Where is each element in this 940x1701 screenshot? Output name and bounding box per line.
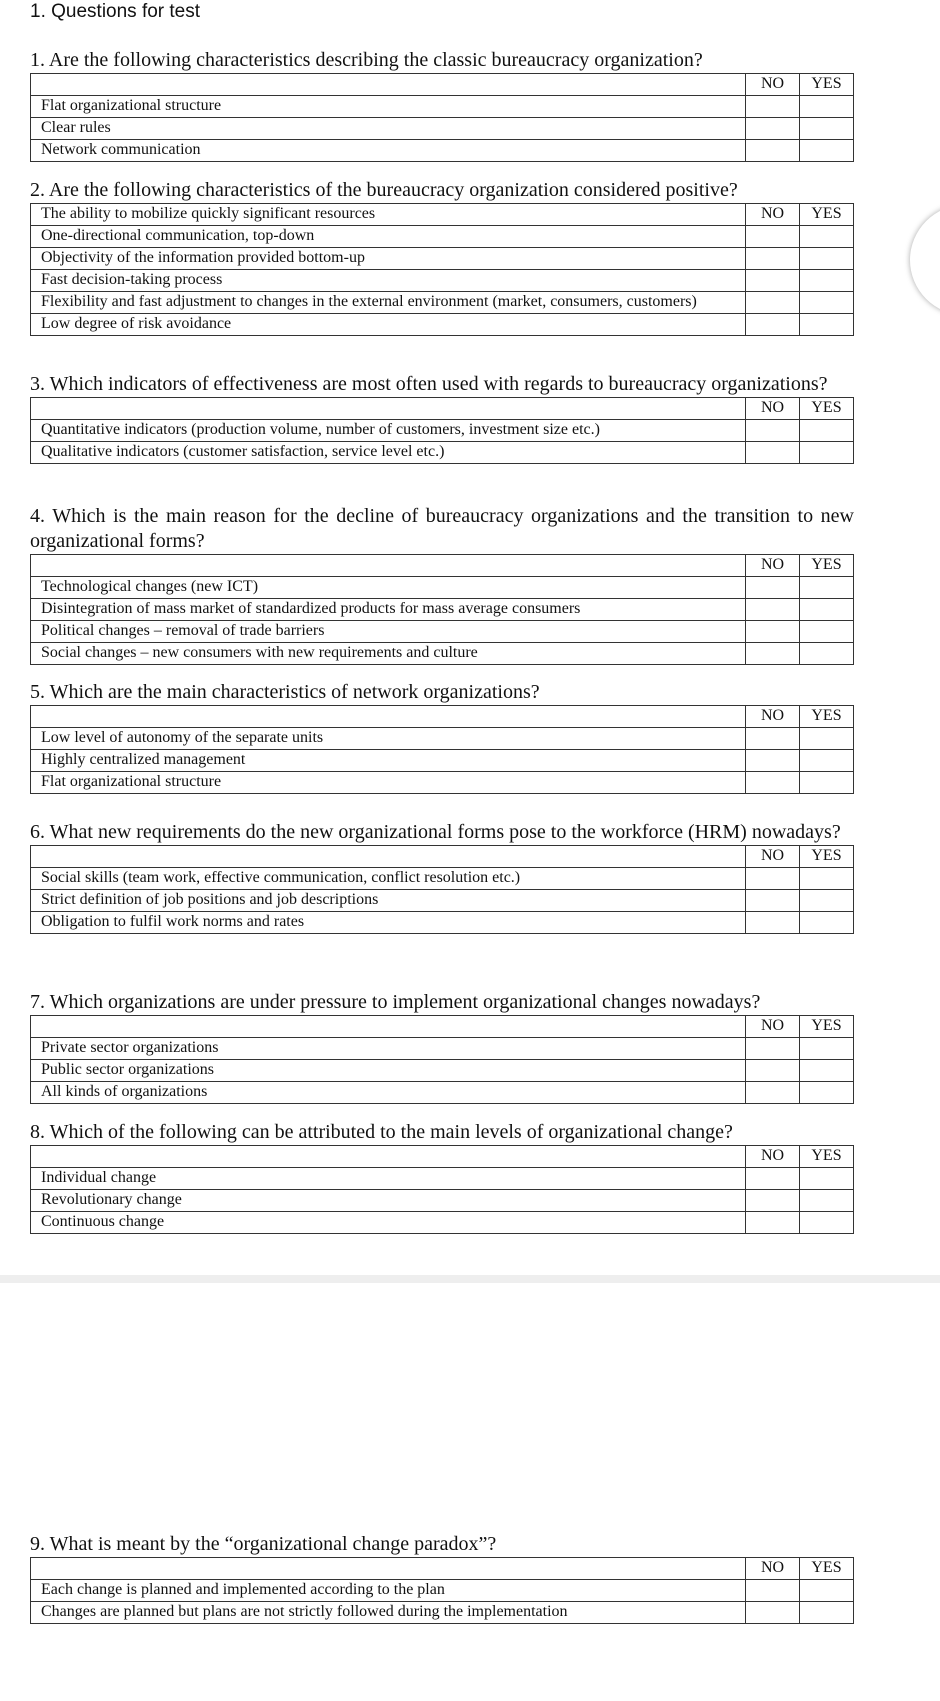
answer-option-label: Qualitative indicators (customer satisfaction, service level etc.) bbox=[31, 442, 746, 464]
answer-option-label: Strict definition of job positions and job descriptions bbox=[31, 890, 746, 912]
yes-answer-cell[interactable] bbox=[800, 118, 854, 140]
yes-answer-cell[interactable] bbox=[800, 890, 854, 912]
no-column-header: NO bbox=[746, 1146, 800, 1168]
answer-option-label: All kinds of organizations bbox=[31, 1082, 746, 1104]
no-column-header: NO bbox=[746, 555, 800, 577]
yes-answer-cell[interactable] bbox=[800, 292, 854, 314]
answer-table bbox=[30, 845, 854, 934]
yes-answer-cell[interactable] bbox=[800, 868, 854, 890]
yes-answer-cell[interactable] bbox=[800, 1060, 854, 1082]
no-answer-cell[interactable] bbox=[746, 1038, 800, 1060]
yes-answer-cell[interactable] bbox=[800, 248, 854, 270]
no-answer-cell[interactable] bbox=[746, 96, 800, 118]
yes-answer-cell[interactable] bbox=[800, 599, 854, 621]
yes-answer-cell[interactable] bbox=[800, 140, 854, 162]
header-row bbox=[31, 846, 854, 868]
page-break bbox=[0, 1275, 940, 1283]
no-answer-cell[interactable] bbox=[746, 140, 800, 162]
answer-option-label: Public sector organizations bbox=[31, 1060, 746, 1082]
no-answer-cell[interactable] bbox=[746, 621, 800, 643]
answer-option-label: Flexibility and fast adjustment to changes in the external environment (market, consumers, customers) bbox=[31, 292, 746, 314]
header-blank-cell bbox=[31, 1558, 746, 1580]
yes-column-header: YES bbox=[800, 74, 854, 96]
question-text: 9. What is meant by the “organizational change paradox”? bbox=[30, 1533, 497, 1555]
table-row bbox=[31, 1082, 854, 1104]
no-answer-cell[interactable] bbox=[746, 577, 800, 599]
table-row bbox=[31, 270, 854, 292]
no-column-header: NO bbox=[746, 204, 800, 226]
yes-answer-cell[interactable] bbox=[800, 577, 854, 599]
yes-answer-cell[interactable] bbox=[800, 314, 854, 336]
answer-table bbox=[30, 73, 854, 162]
answer-option-label: Quantitative indicators (production volume, number of customers, investment size etc.) bbox=[31, 420, 746, 442]
answer-option-label: Individual change bbox=[31, 1168, 746, 1190]
table-row bbox=[31, 750, 854, 772]
header-blank-cell bbox=[31, 846, 746, 868]
answer-option-label: Social changes – new consumers with new requirements and culture bbox=[31, 643, 746, 665]
answer-table bbox=[30, 1557, 854, 1624]
yes-answer-cell[interactable] bbox=[800, 1190, 854, 1212]
question-text: 6. What new requirements do the new organizational forms pose to the workforce (HRM) nowadays? bbox=[30, 821, 841, 843]
table-row bbox=[31, 772, 854, 794]
no-answer-cell[interactable] bbox=[746, 643, 800, 665]
table-row bbox=[31, 890, 854, 912]
header-row bbox=[31, 1558, 854, 1580]
yes-column-header: YES bbox=[800, 1558, 854, 1580]
yes-column-header: YES bbox=[800, 1016, 854, 1038]
header-blank-cell bbox=[31, 74, 746, 96]
yes-answer-cell[interactable] bbox=[800, 1082, 854, 1104]
answer-option-label: Objectivity of the information provided bottom-up bbox=[31, 248, 746, 270]
yes-answer-cell[interactable] bbox=[800, 96, 854, 118]
answer-option-label: Each change is planned and implemented according to the plan bbox=[31, 1580, 746, 1602]
table-row bbox=[31, 728, 854, 750]
no-answer-cell[interactable] bbox=[746, 772, 800, 794]
question-text: 3. Which indicators of effectiveness are most often used with regards to bureaucracy organizations? bbox=[30, 373, 828, 395]
no-column-header: NO bbox=[746, 846, 800, 868]
no-answer-cell[interactable] bbox=[746, 1190, 800, 1212]
question-4 bbox=[30, 504, 854, 665]
no-answer-cell[interactable] bbox=[746, 270, 800, 292]
question-7 bbox=[30, 990, 854, 1104]
yes-column-header: YES bbox=[800, 555, 854, 577]
header-row bbox=[31, 1016, 854, 1038]
answer-option-label: One-directional communication, top-down bbox=[31, 226, 746, 248]
yes-answer-cell[interactable] bbox=[800, 912, 854, 934]
yes-answer-cell[interactable] bbox=[800, 1602, 854, 1624]
question-text: 2. Are the following characteristics of the bureaucracy organization considered positive? bbox=[30, 179, 738, 201]
table-row bbox=[31, 868, 854, 890]
answer-option-label: Changes are planned but plans are not strictly followed during the implementation bbox=[31, 1602, 746, 1624]
table-row bbox=[31, 248, 854, 270]
no-answer-cell[interactable] bbox=[746, 1060, 800, 1082]
table-row bbox=[31, 204, 854, 226]
header-row bbox=[31, 555, 854, 577]
table-row bbox=[31, 442, 854, 464]
answer-option-label: Private sector organizations bbox=[31, 1038, 746, 1060]
no-answer-cell[interactable] bbox=[746, 868, 800, 890]
yes-column-header: YES bbox=[800, 706, 854, 728]
yes-answer-cell[interactable] bbox=[800, 728, 854, 750]
no-answer-cell[interactable] bbox=[746, 314, 800, 336]
answer-option-label: Fast decision-taking process bbox=[31, 270, 746, 292]
table-row bbox=[31, 226, 854, 248]
table-row bbox=[31, 1190, 854, 1212]
table-row bbox=[31, 1602, 854, 1624]
answer-table bbox=[30, 554, 854, 665]
question-5 bbox=[30, 680, 854, 794]
question-8 bbox=[30, 1120, 854, 1234]
header-row bbox=[31, 398, 854, 420]
header-blank-cell bbox=[31, 555, 746, 577]
no-answer-cell[interactable] bbox=[746, 1580, 800, 1602]
question-text: 4. Which is the main reason for the decline of bureaucracy organizations and the transition to new organizational forms? bbox=[30, 505, 854, 552]
no-column-header: NO bbox=[746, 74, 800, 96]
answer-option-label: Disintegration of mass market of standardized products for mass average consumers bbox=[31, 599, 746, 621]
yes-answer-cell[interactable] bbox=[800, 442, 854, 464]
answer-option-label: The ability to mobilize quickly significant resources bbox=[31, 204, 746, 226]
header-blank-cell bbox=[31, 1016, 746, 1038]
table-row bbox=[31, 96, 854, 118]
answer-option-label: Political changes – removal of trade barriers bbox=[31, 621, 746, 643]
table-row bbox=[31, 599, 854, 621]
yes-answer-cell[interactable] bbox=[800, 1580, 854, 1602]
header-row bbox=[31, 706, 854, 728]
no-column-header: NO bbox=[746, 1558, 800, 1580]
yes-answer-cell[interactable] bbox=[800, 226, 854, 248]
header-blank-cell bbox=[31, 706, 746, 728]
no-answer-cell[interactable] bbox=[746, 750, 800, 772]
yes-answer-cell[interactable] bbox=[800, 772, 854, 794]
yes-answer-cell[interactable] bbox=[800, 621, 854, 643]
no-answer-cell[interactable] bbox=[746, 292, 800, 314]
no-answer-cell[interactable] bbox=[746, 248, 800, 270]
question-text: 8. Which of the following can be attributed to the main levels of organizational change? bbox=[30, 1121, 733, 1143]
floating-action-circle[interactable] bbox=[910, 205, 940, 315]
answer-table bbox=[30, 397, 854, 464]
answer-option-label: Low degree of risk avoidance bbox=[31, 314, 746, 336]
no-column-header: NO bbox=[746, 706, 800, 728]
question-text: 1. Are the following characteristics describing the classic bureaucracy organization? bbox=[30, 49, 703, 71]
header-row bbox=[31, 74, 854, 96]
question-6 bbox=[30, 820, 854, 934]
answer-option-label: Revolutionary change bbox=[31, 1190, 746, 1212]
answer-table bbox=[30, 203, 854, 336]
no-answer-cell[interactable] bbox=[746, 890, 800, 912]
no-answer-cell[interactable] bbox=[746, 728, 800, 750]
table-row bbox=[31, 577, 854, 599]
question-9 bbox=[30, 1532, 854, 1624]
table-row bbox=[31, 643, 854, 665]
answer-option-label: Low level of autonomy of the separate units bbox=[31, 728, 746, 750]
question-3 bbox=[30, 372, 854, 464]
table-row bbox=[31, 292, 854, 314]
header-blank-cell bbox=[31, 1146, 746, 1168]
table-row bbox=[31, 1168, 854, 1190]
no-answer-cell[interactable] bbox=[746, 442, 800, 464]
answer-option-label: Clear rules bbox=[31, 118, 746, 140]
yes-column-header: YES bbox=[800, 846, 854, 868]
answer-table bbox=[30, 1015, 854, 1104]
yes-column-header: YES bbox=[800, 398, 854, 420]
header-row bbox=[31, 1146, 854, 1168]
no-answer-cell[interactable] bbox=[746, 599, 800, 621]
no-answer-cell[interactable] bbox=[746, 226, 800, 248]
table-row bbox=[31, 1060, 854, 1082]
yes-answer-cell[interactable] bbox=[800, 643, 854, 665]
table-row bbox=[31, 1580, 854, 1602]
yes-answer-cell[interactable] bbox=[800, 750, 854, 772]
no-answer-cell[interactable] bbox=[746, 118, 800, 140]
answer-option-label: Flat organizational structure bbox=[31, 96, 746, 118]
header-blank-cell bbox=[31, 398, 746, 420]
question-2 bbox=[30, 178, 854, 336]
table-row bbox=[31, 420, 854, 442]
question-text: 5. Which are the main characteristics of network organizations? bbox=[30, 681, 540, 703]
question-1 bbox=[30, 48, 854, 162]
table-row bbox=[31, 621, 854, 643]
question-text: 7. Which organizations are under pressure to implement organizational changes nowadays? bbox=[30, 991, 761, 1013]
table-row bbox=[31, 118, 854, 140]
no-column-header: NO bbox=[746, 398, 800, 420]
yes-answer-cell[interactable] bbox=[800, 270, 854, 292]
table-row bbox=[31, 1212, 854, 1234]
yes-answer-cell[interactable] bbox=[800, 420, 854, 442]
answer-option-label: Obligation to fulfil work norms and rates bbox=[31, 912, 746, 934]
answer-option-label: Network communication bbox=[31, 140, 746, 162]
table-row bbox=[31, 912, 854, 934]
answer-option-label: Technological changes (new ICT) bbox=[31, 577, 746, 599]
table-row bbox=[31, 140, 854, 162]
yes-answer-cell[interactable] bbox=[800, 1168, 854, 1190]
page-title: 1. Questions for test bbox=[30, 1, 201, 22]
answer-table bbox=[30, 1145, 854, 1234]
no-answer-cell[interactable] bbox=[746, 912, 800, 934]
yes-column-header: YES bbox=[800, 1146, 854, 1168]
table-row bbox=[31, 1038, 854, 1060]
no-answer-cell[interactable] bbox=[746, 1168, 800, 1190]
table-row bbox=[31, 314, 854, 336]
answer-option-label: Continuous change bbox=[31, 1212, 746, 1234]
answer-option-label: Flat organizational structure bbox=[31, 772, 746, 794]
no-column-header: NO bbox=[746, 1016, 800, 1038]
no-answer-cell[interactable] bbox=[746, 1212, 800, 1234]
yes-answer-cell[interactable] bbox=[800, 1038, 854, 1060]
no-answer-cell[interactable] bbox=[746, 1082, 800, 1104]
answer-option-label: Social skills (team work, effective communication, conflict resolution etc.) bbox=[31, 868, 746, 890]
yes-answer-cell[interactable] bbox=[800, 1212, 854, 1234]
no-answer-cell[interactable] bbox=[746, 1602, 800, 1624]
answer-table bbox=[30, 705, 854, 794]
answer-option-label: Highly centralized management bbox=[31, 750, 746, 772]
no-answer-cell[interactable] bbox=[746, 420, 800, 442]
yes-column-header: YES bbox=[800, 204, 854, 226]
